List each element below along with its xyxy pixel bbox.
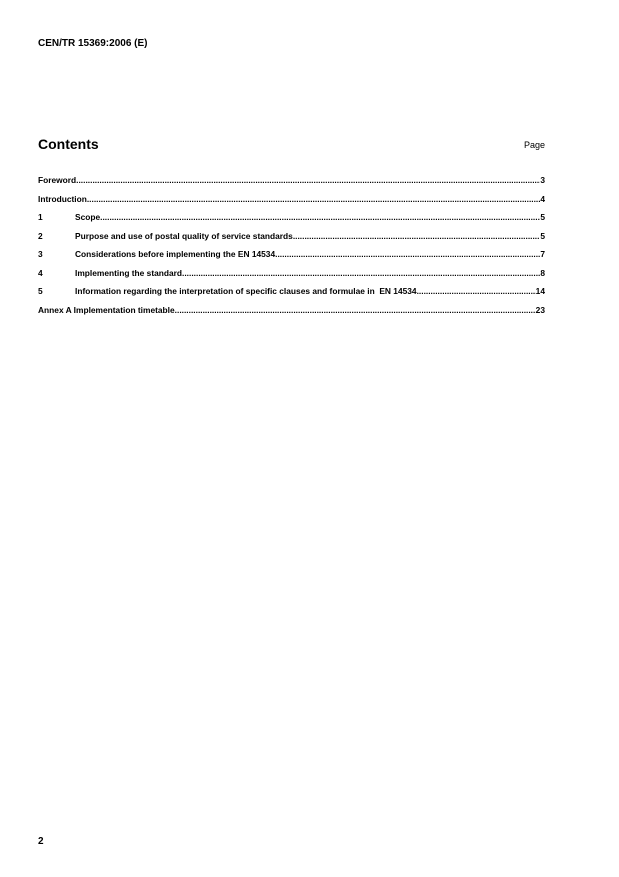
toc-entry-considerations[interactable] [38,249,545,268]
contents-heading: Contents [38,136,99,152]
toc-entry-title: Foreword [38,175,77,185]
toc-entry-page: 8 [540,267,545,278]
toc-entry-implementing[interactable] [38,268,545,287]
document-id-header: CEN/TR 15369:2006 (E) [38,38,148,49]
dot-leader [417,286,536,296]
toc-entry-number: 4 [38,267,43,278]
dot-leader [175,305,536,315]
toc-entry-page: 23 [535,304,545,315]
toc-entry-foreword[interactable] [38,175,545,194]
toc-entry-number: 3 [38,249,43,259]
toc-entry-page: 4 [540,193,545,204]
toc-entry-number: 2 [38,230,43,241]
toc-entry-page: 7 [540,249,545,259]
toc-entry-page: 14 [535,286,545,296]
toc-entry-annex-a[interactable] [38,305,545,324]
toc-entry-title: Annex A Implementation timetable [38,304,175,315]
toc-entry-number: 1 [38,212,43,222]
page-number: 2 [38,836,44,847]
toc-entry-page: 3 [540,175,545,185]
dot-leader [293,231,541,241]
toc-entry-interpretation[interactable] [38,286,545,305]
toc-entry-introduction[interactable] [38,194,545,213]
dot-leader [76,175,540,185]
toc-entry-title: Implementing the standard [75,267,183,278]
toc-entry-page: 5 [540,230,545,241]
table-of-contents [38,175,545,323]
dot-leader [182,268,540,278]
toc-entry-title: Purpose and use of postal quality of service standards [75,230,293,241]
dot-leader [87,194,540,204]
dot-leader [100,212,540,222]
page-column-label: Page [523,140,545,150]
dot-leader [275,249,540,259]
toc-entry-title: Information regarding the interpretation of specific clauses and formulae in EN 14534 [75,286,417,296]
toc-entry-title: Scope [75,212,101,222]
toc-entry-title: Considerations before implementing the EN 14534 [75,249,276,259]
toc-entry-number: 5 [38,286,43,296]
toc-entry-scope[interactable] [38,212,545,231]
toc-entry-page: 5 [540,212,545,222]
toc-entry-title: Introduction [38,193,87,204]
toc-entry-purpose[interactable] [38,231,545,250]
